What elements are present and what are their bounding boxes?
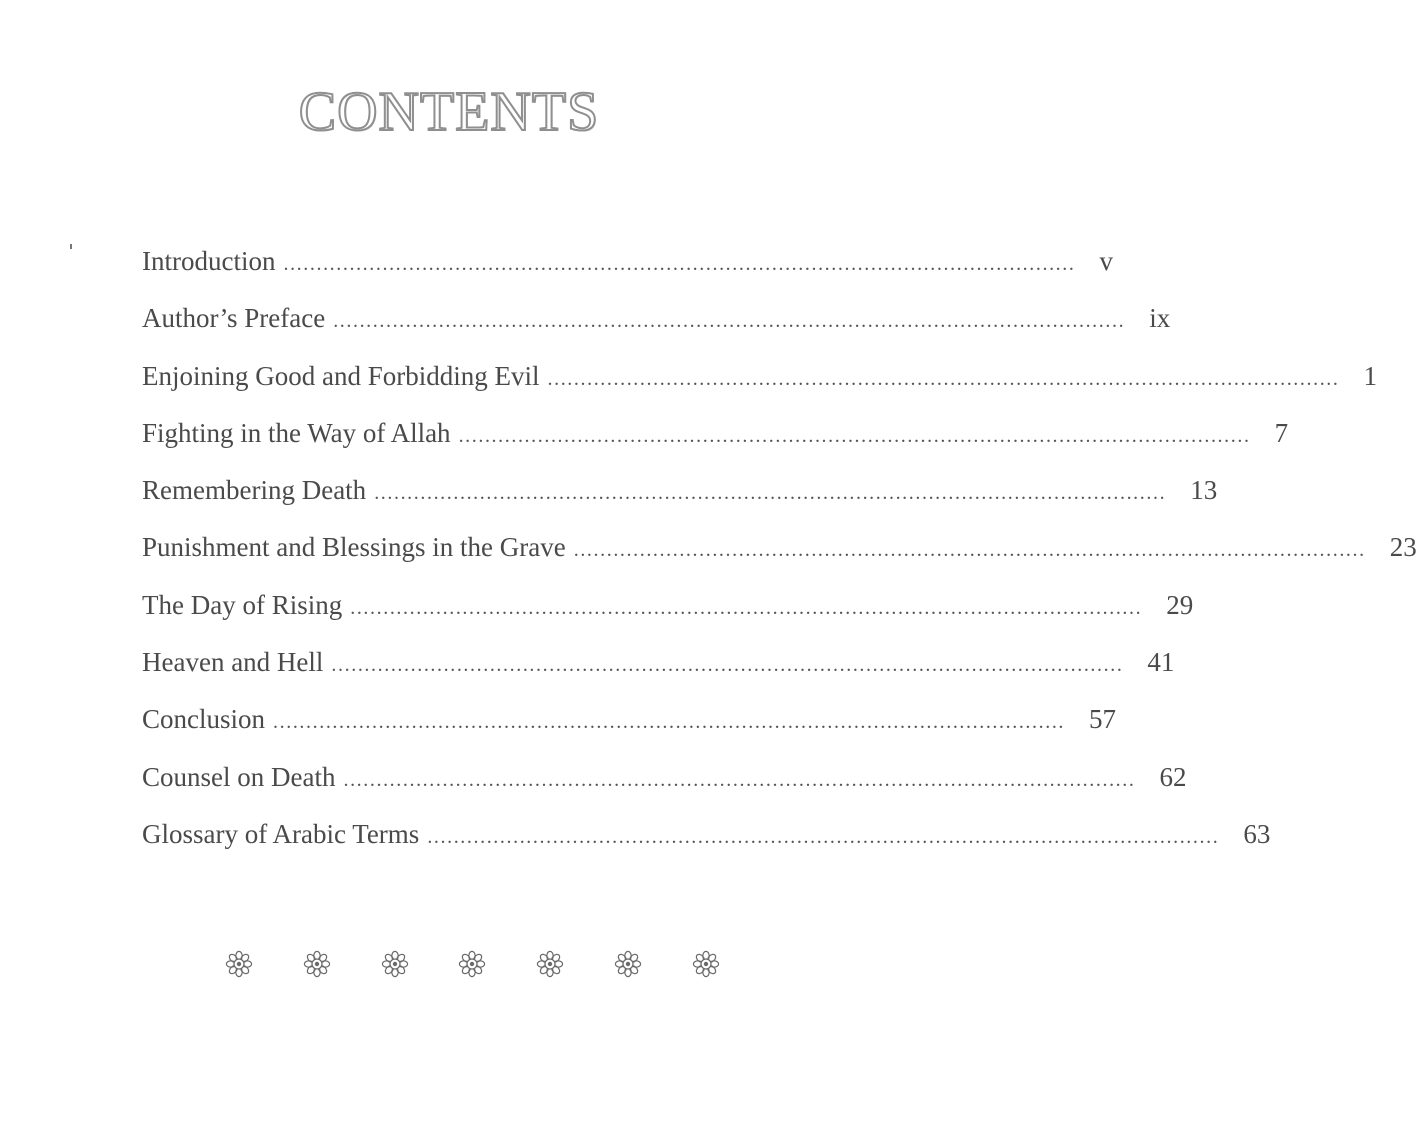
toc-entry-title: Conclusion bbox=[142, 704, 266, 735]
toc-entry-title: Punishment and Blessings in the Grave bbox=[142, 532, 566, 563]
toc-entry-page-number: 62 bbox=[1159, 761, 1187, 792]
toc-entry bbox=[142, 303, 1171, 360]
toc-entry-title: Author’s Preface bbox=[142, 303, 326, 334]
toc-leader-dots: ........................................................................................................................ bbox=[427, 825, 1220, 848]
flower-ornament-icon bbox=[381, 950, 409, 978]
toc-entry bbox=[142, 417, 1289, 475]
toc-entry-page-number: 1 bbox=[1363, 360, 1377, 391]
flower-ornament-icon bbox=[303, 950, 331, 978]
toc-entry-page-number: 41 bbox=[1147, 647, 1175, 678]
flower-ornament-icon bbox=[614, 950, 642, 978]
toc-entry-title: Introduction bbox=[142, 246, 276, 276]
toc-entry bbox=[142, 818, 1271, 876]
toc-leader-dots: ........................................................................................................................ bbox=[458, 424, 1251, 447]
toc-leader-dots: ........................................................................................................................ bbox=[333, 310, 1126, 333]
toc-entry-page-number: 57 bbox=[1089, 704, 1117, 735]
flower-ornament-icon bbox=[225, 950, 253, 978]
toc-entry bbox=[142, 246, 1113, 303]
toc-entry-page-number: 23 bbox=[1389, 532, 1417, 563]
toc-entry-title: Heaven and Hell bbox=[142, 647, 324, 678]
toc-leader-dots: ........................................................................................................................ bbox=[273, 711, 1066, 734]
table-of-contents bbox=[142, 246, 1417, 876]
toc-leader-dots: ........................................................................................................................ bbox=[374, 482, 1167, 505]
toc-leader-dots: ........................................................................................................................ bbox=[283, 253, 1076, 275]
flower-ornament-icon bbox=[458, 950, 486, 978]
toc-leader-dots: ........................................................................................................................ bbox=[547, 367, 1340, 390]
toc-entry-page-number: 13 bbox=[1190, 475, 1218, 506]
toc-entry-title: Remembering Death bbox=[142, 475, 367, 506]
toc-entry-title: Enjoining Good and Forbidding Evil bbox=[142, 360, 540, 391]
toc-entry-title: Counsel on Death bbox=[142, 761, 336, 792]
toc-entry-page-number: ix bbox=[1149, 303, 1171, 334]
toc-entry-page-number: 63 bbox=[1243, 818, 1271, 849]
toc-entry bbox=[142, 761, 1187, 819]
flower-ornament-icon bbox=[536, 950, 564, 978]
toc-entry-title: Glossary of Arabic Terms bbox=[142, 818, 420, 849]
toc-entry bbox=[142, 704, 1117, 761]
toc-entry bbox=[142, 532, 1417, 589]
toc-entry bbox=[142, 475, 1218, 532]
page-title: CONTENTS bbox=[298, 81, 600, 143]
ornament-row bbox=[225, 950, 720, 978]
toc-entry-page-number: 29 bbox=[1166, 589, 1194, 620]
toc-entry-page-number: v bbox=[1099, 246, 1113, 276]
flower-ornament-icon bbox=[692, 950, 720, 978]
toc-entry bbox=[142, 360, 1377, 418]
toc-leader-dots: ........................................................................................................................ bbox=[573, 539, 1366, 562]
toc-leader-dots: ........................................................................................................................ bbox=[343, 768, 1136, 791]
toc-entry bbox=[142, 647, 1175, 704]
toc-leader-dots: ........................................................................................................................ bbox=[331, 654, 1124, 677]
toc-leader-dots: ........................................................................................................................ bbox=[350, 596, 1143, 619]
toc-entry-page-number: 7 bbox=[1274, 417, 1289, 448]
toc-entry-title: The Day of Rising bbox=[142, 589, 343, 620]
toc-entry bbox=[142, 589, 1194, 647]
toc-entry-title: Fighting in the Way of Allah bbox=[142, 417, 451, 448]
scan-speck bbox=[70, 244, 72, 249]
